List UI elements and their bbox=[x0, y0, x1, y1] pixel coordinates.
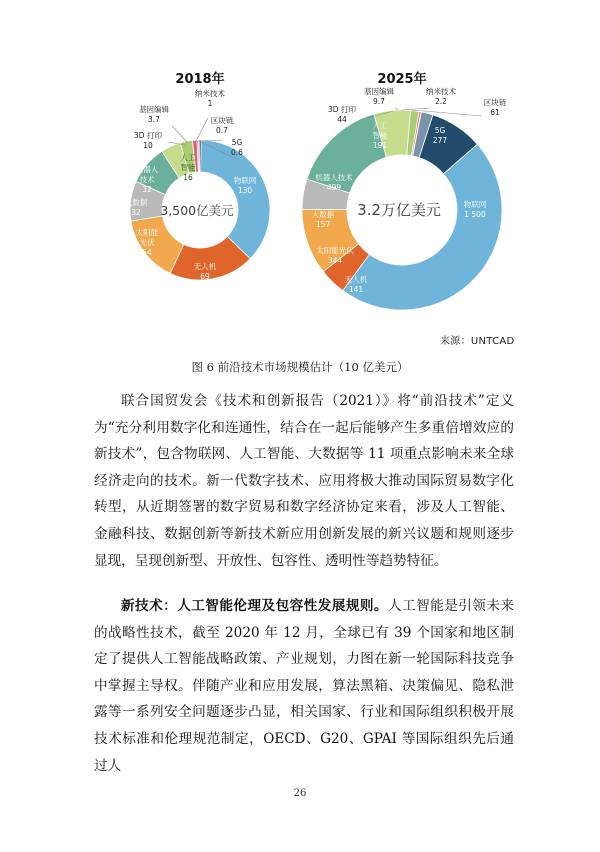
slice-label-line: 157 bbox=[315, 220, 331, 229]
slice-label-line: 人工 bbox=[180, 153, 196, 162]
slice-label-5G bbox=[433, 126, 448, 145]
slice-label-line: 5G bbox=[434, 126, 446, 135]
paragraph-2-text bbox=[94, 593, 514, 779]
slice-label-line: 130 bbox=[237, 186, 253, 195]
slice-label-line: 大数据 bbox=[311, 210, 335, 219]
slice-label-line: 太阳能光伏 bbox=[316, 246, 354, 255]
figure-caption: 图 6 前沿技术市场规模估计（10 亿美元） bbox=[191, 360, 409, 374]
slice-label-人工智能 bbox=[181, 152, 196, 182]
slice-label-line: 大数据 bbox=[124, 198, 148, 207]
leader-line-基因编辑 bbox=[395, 108, 398, 110]
slice-label-line: 2.2 bbox=[435, 97, 447, 106]
slice-label-line: 机器人技术 bbox=[315, 173, 353, 182]
leader-line-基因编辑 bbox=[172, 126, 188, 143]
paragraph-2-body: 人工智能是引领未来的战略性技术，截至 2020 年 12 月，全球已有 39 个国家和地区制定了提供人工智能战略政策、产业规划，力图在新一轮国际科技竞争中掌握主导权。伴随产业和应用发展，算法黑箱、决策偏见、隐私泄露等一系列安全问题逐步凸显，相关国家、行业和国际组织积极开展技术标准和伦理规范制定，OECD、G20、GPAI 等国际组织先后通过人 bbox=[94, 598, 515, 774]
slice-label-5G bbox=[231, 138, 243, 157]
slice-label-line: 0.7 bbox=[216, 126, 228, 135]
slice-label-line: 基因编辑 bbox=[139, 105, 169, 114]
leader-line-纳米技术 bbox=[196, 118, 208, 141]
slice-label-line: 344 bbox=[327, 256, 343, 265]
slice-label-基因编辑 bbox=[364, 86, 394, 106]
charts-figure bbox=[0, 0, 600, 350]
slice-label-line: 277 bbox=[432, 136, 448, 145]
slice-label-人工智能 bbox=[373, 120, 388, 150]
slice-label-line: 499 bbox=[326, 183, 342, 192]
slice-label-line: 191 bbox=[372, 141, 388, 150]
slice-label-line: 32 bbox=[131, 208, 141, 217]
center-total-label: 3.2万亿美元 bbox=[357, 201, 441, 219]
chart-source: 来源：UNTCAD bbox=[440, 336, 515, 347]
slice-label-line: 54 bbox=[142, 248, 152, 257]
chart-title: 2025年 bbox=[377, 72, 427, 87]
slice-label-line: 无人机 bbox=[193, 262, 217, 271]
slice-label-3D打印 bbox=[328, 104, 356, 124]
slice-物联网 bbox=[343, 144, 502, 310]
slice-label-line: 光伏 bbox=[139, 238, 155, 247]
slice-label-line: 无人机 bbox=[344, 275, 368, 284]
slice-label-line: 44 bbox=[337, 115, 347, 124]
slice-label-区块链 bbox=[484, 97, 507, 117]
slice-label-line: 区块链 bbox=[483, 98, 507, 107]
paragraph-1-text: 联合国贸发会《技术和创新报告（2021）》将“前沿技术”定义为“充分利用数字化和连通性，结合在一起后能够产生多重倍增效应的新技术”，包含物联网、人工智能、大数据等 11 项重点影响未来全球经济走向的技术。新一代数字技术、应用将极大推动国际贸易数字化转型，从近期签署的数字贸易和数字经济协定来看，涉及人工智能、金融科技、数据创新等新技术新应用创新发展的新兴议题和规则逐步显现，呈现创新型、开放性、包容性、透明性等趋势特征。 bbox=[94, 393, 514, 569]
slice-label-line: 物联网 bbox=[463, 200, 487, 209]
slice-label-line: 纳米技术 bbox=[426, 87, 456, 96]
slice-label-line: 0.6 bbox=[231, 148, 243, 157]
slice-label-line: 区块链 bbox=[210, 116, 234, 125]
slice-label-line: 32 bbox=[142, 185, 152, 194]
slice-label-line: 16 bbox=[183, 173, 193, 182]
slice-label-line: 纳米技术 bbox=[195, 89, 225, 98]
slice-label-line: 9.7 bbox=[373, 97, 385, 106]
donut-chart-2 bbox=[302, 71, 507, 310]
paragraph-2-lead: 新技术：人工智能伦理及包容性发展规则。 bbox=[121, 598, 388, 614]
slice-label-line: 人工 bbox=[372, 121, 388, 130]
chart-title: 2018年 bbox=[175, 72, 225, 87]
slice-label-line: 61 bbox=[490, 108, 500, 117]
donut-charts bbox=[0, 0, 600, 350]
slice-label-line: 物联网 bbox=[233, 176, 257, 185]
center-total-label: 3,500亿美元 bbox=[160, 203, 234, 218]
slice-label-纳米技术 bbox=[195, 88, 225, 108]
slice-label-line: 10 bbox=[143, 141, 153, 150]
slice-label-区块链 bbox=[211, 115, 234, 135]
slice-label-line: 3D 打印 bbox=[328, 105, 356, 114]
slice-label-line: 基因编辑 bbox=[364, 87, 394, 96]
leader-line-纳米技术 bbox=[402, 108, 430, 110]
slice-label-line: 5G bbox=[231, 138, 243, 147]
slice-label-line: 1 500 bbox=[464, 210, 486, 219]
paragraph-1 bbox=[94, 388, 514, 574]
slice-label-line: 3.7 bbox=[148, 115, 160, 124]
slice-label-line: 智能 bbox=[180, 163, 196, 172]
slice-label-3D打印 bbox=[134, 130, 162, 150]
slice-label-line: 141 bbox=[348, 285, 364, 294]
slice-label-line: 69 bbox=[200, 272, 210, 281]
slice-label-line: 1 bbox=[207, 99, 213, 108]
slice-label-line: 3D 打印 bbox=[134, 131, 162, 140]
slice-label-line: 机器人 bbox=[135, 165, 159, 174]
donut-chart-1 bbox=[125, 71, 270, 281]
paragraph-2 bbox=[94, 593, 514, 779]
slice-label-基因编辑 bbox=[139, 104, 169, 124]
slice-5G bbox=[199, 140, 201, 172]
slice-label-纳米技术 bbox=[426, 86, 456, 106]
slice-label-line: 太阳能 bbox=[135, 228, 159, 237]
slice-label-line: 技术 bbox=[139, 175, 155, 184]
slice-label-line: 智能 bbox=[372, 131, 388, 140]
slice-物联网 bbox=[200, 140, 270, 259]
page-number: 26 bbox=[293, 788, 307, 799]
